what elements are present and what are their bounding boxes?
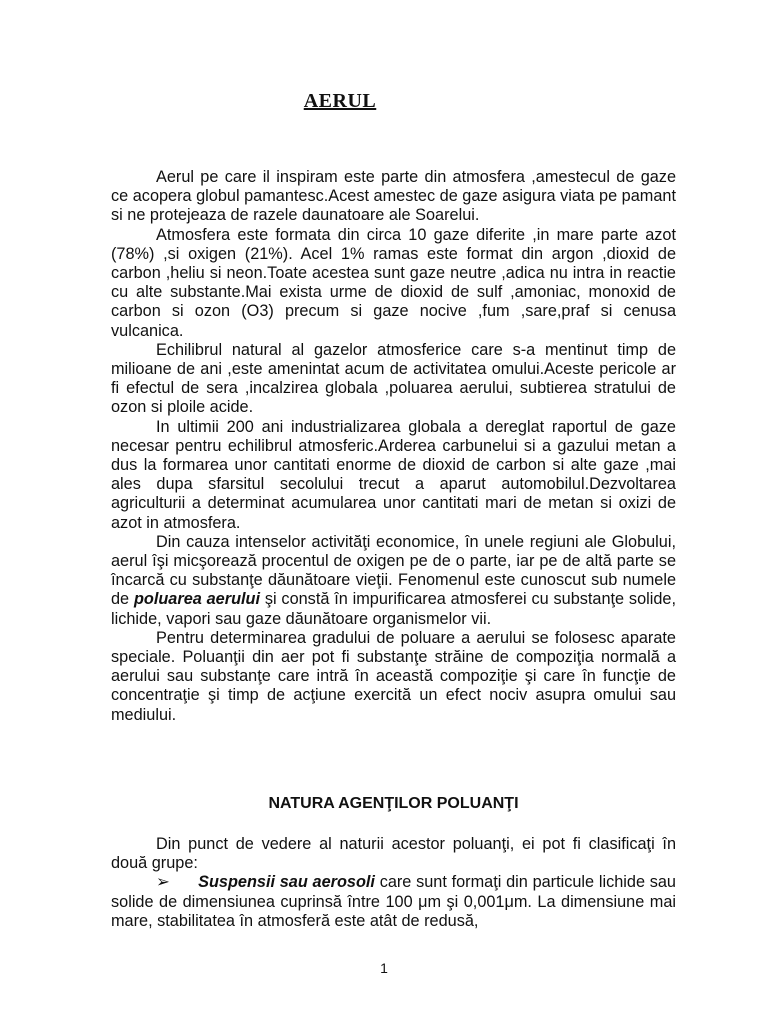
bullet-item	[111, 873, 676, 931]
body-text	[111, 168, 676, 725]
paragraph-5-emphasis: poluarea aerului	[133, 590, 261, 609]
paragraph-5	[111, 533, 676, 629]
bullet-emphasis: Suspensii sau aerosoli	[198, 873, 375, 892]
section-intro: Din punct de vedere al naturii acestor poluanţi, ei pot fi clasificaţi în două grupe:	[111, 835, 676, 873]
paragraph-4: In ultimii 200 ani industrializarea globala a dereglat raportul de gaze necesar pentru echilibrul atmosferic.Arderea carbunelui si a gazului metan a dus la formarea unor cantitati enorme de dioxid de carbon si alte gaze ,mai ales dupa sfarsitul secolului trecut a aparut automobilul.Dezvoltarea agriculturii a determinat acumularea unor cantitati mari de metan si oxizi de azot in atmosfera.	[111, 417, 676, 532]
paragraph-6: Pentru determinarea gradului de poluare a aerului se folosesc aparate speciale. Poluanţii din aer pot fi substanţe străine de compoziţia normală a aerului sau substanţe care intră în această compoziţie şi care în funcţie de concentraţie şi timp de acţiune exercită un efect nociv asupra omului sau mediului.	[111, 628, 676, 724]
paragraph-5-after: şi constă în impurificarea atmosferei cu substanţe solide, lichide, vapori sau gaze dăunătoare organismelor vii.	[111, 590, 676, 628]
paragraph-1: Aerul pe care il inspiram este parte din atmosfera ,amestecul de gaze ce acopera globul pamantesc.Acest amestec de gaze asigura viata pe pamant si ne protejeaza de razele daunatoare ale Soarelui.	[111, 168, 676, 225]
paragraph-3: Echilibrul natural al gazelor atmosferice care s-a mentinut timp de milioane de ani ,este amenintat acum de activitatea omului.Aceste pericole ar fi efectul de sera ,incalzirea globala ,poluarea aerului, subtierea stratului de ozon si ploile acide.	[111, 340, 676, 417]
bullet-text: care sunt formaţi din particule lichide sau solide de dimensiunea cuprinsă între 100 μm şi 0,001μm. La dimensiune mai mare, stabilitatea în atmosferă este atât de redusă,	[111, 873, 676, 930]
section-body	[111, 835, 676, 931]
section-heading: NATURA AGENŢILOR POLUANŢI	[268, 795, 519, 812]
page-number: 1	[380, 960, 388, 976]
page-title: AERUL	[303, 90, 377, 112]
paragraph-2: Atmosfera este formata din circa 10 gaze diferite ,in mare parte azot (78%) ,si oxigen (21%). Acel 1% ramas este format din argon ,dioxid de carbon ,heliu si neon.Toate acestea sunt gaze neutre ,adica nu intra in reactie cu alte substante.Mai exista urme de dioxid de sulf ,amoniac, monoxid de carbon si ozon (O3) precum si gaze nocive ,fum ,sare,praf si cenusa vulcanica.	[111, 225, 676, 340]
paragraph-5-before: Din cauza intenselor activităţi economice, în unele regiuni ale Globului, aerul îşi micşorează procentul de oxigen pe de o parte, iar pe de altă parte se încarcă cu substanţe dăunătoare vieţii. Fenomenul este cunoscut sub numele de	[111, 532, 676, 609]
arrow-bullet-icon: ➢	[156, 873, 170, 892]
